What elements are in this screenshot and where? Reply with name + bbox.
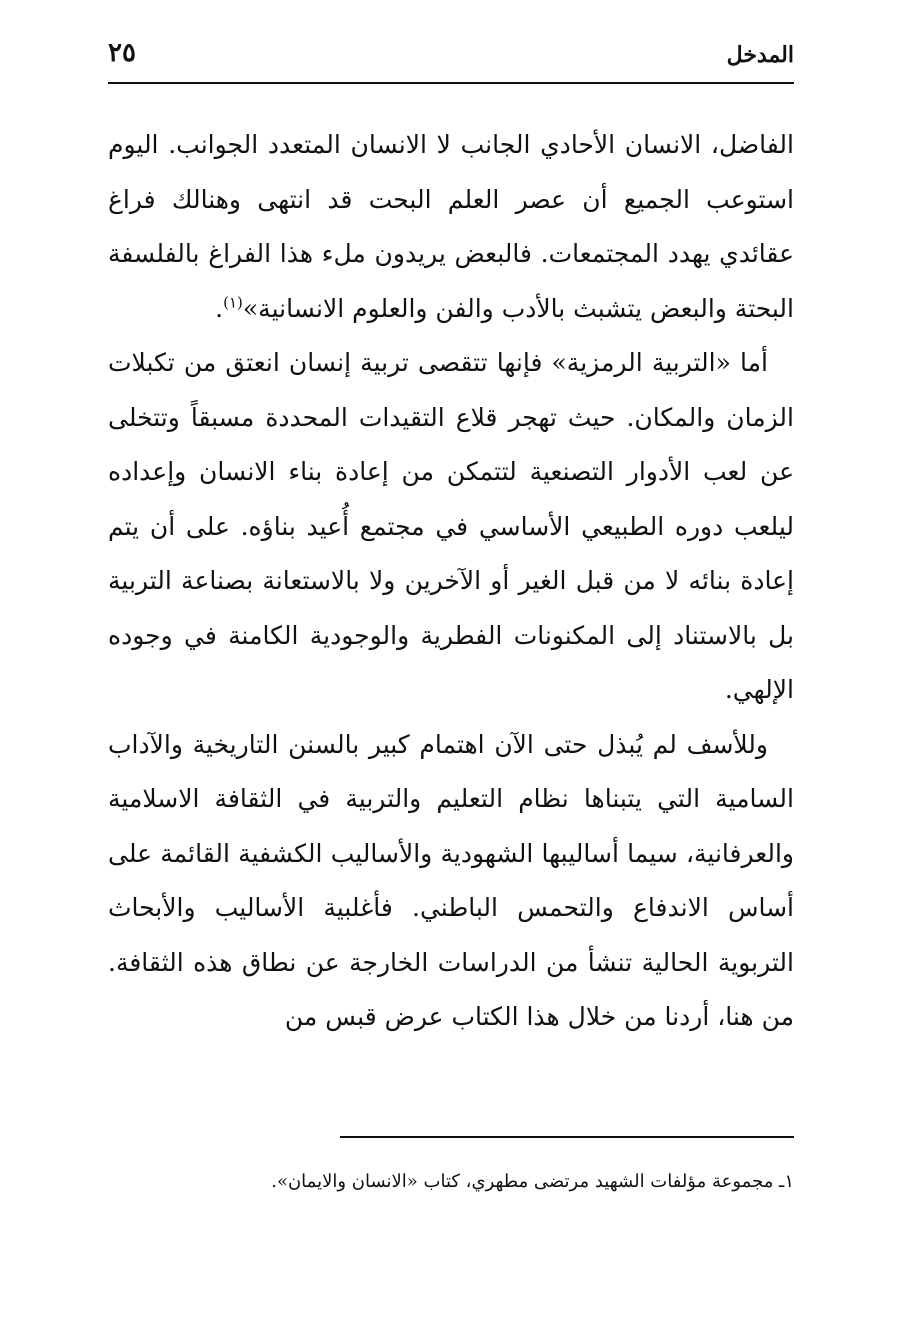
paragraph-1 — [108, 118, 794, 336]
running-header — [108, 38, 794, 78]
footnote-rule — [340, 1136, 794, 1138]
body-text — [108, 118, 794, 1045]
paragraph-1-text: الفاضل، الانسان الأحادي الجانب لا الانسان المتعدد الجوانب. اليوم استوعب الجميع أن عصر العلم البحت قد انتهى وهنالك فراغ عقائدي يهدد المجتمعات. فالبعض يريدون ملء هذا الفراغ بالفلسفة البحتة والبعض يتشبث بالأدب والفن والعلوم الانسانية» — [108, 130, 794, 323]
page-number: ٢٥ — [108, 38, 136, 68]
footnote: ١ـ مجموعة مؤلفات الشهيد مرتضى مطهري، كتاب «الانسان والايمان». — [271, 1171, 794, 1192]
footnote-reference: (١) — [223, 293, 243, 312]
paragraph-1-trail: . — [215, 293, 224, 323]
chapter-title: المدخل — [726, 42, 794, 68]
paragraph-3: وللأسف لم يُبذل حتى الآن اهتمام كبير بالسنن التاريخية والآداب السامية التي يتبناها نظام التعليم والتربية في الثقافة الاسلامية والعرفانية، سيما أساليبها الشهودية والأساليب الكشفية القائمة على أساس الاندفاع والتحمس الباطني. فأغلبية الأساليب والأبحاث التربوية الحالية تنشأ من الدراسات الخارجة عن نطاق هذه الثقافة. من هنا، أردنا من خلال هذا الكتاب عرض قبس من — [108, 729, 794, 1031]
header-rule — [108, 82, 794, 84]
paragraph-2: أما «التربية الرمزية» فإنها تتقصى تربية إنسان انعتق من تكبلات الزمان والمكان. حيث تهجر قلاع التقيدات المحددة مسبقاً وتتخلى عن لعب الأدوار التصنعية لتتمكن من إعادة بناء الانسان وإعداده ليلعب دوره الطبيعي الأساسي في مجتمع أُعيد بناؤه. على أن يتم إعادة بنائه لا من قبل الغير أو الآخرين ولا بالاستعانة بصناعة التربية بل بالاستناد إلى المكنونات الفطرية والوجودية الكامنة في وجوده الإلهي. — [108, 348, 794, 704]
